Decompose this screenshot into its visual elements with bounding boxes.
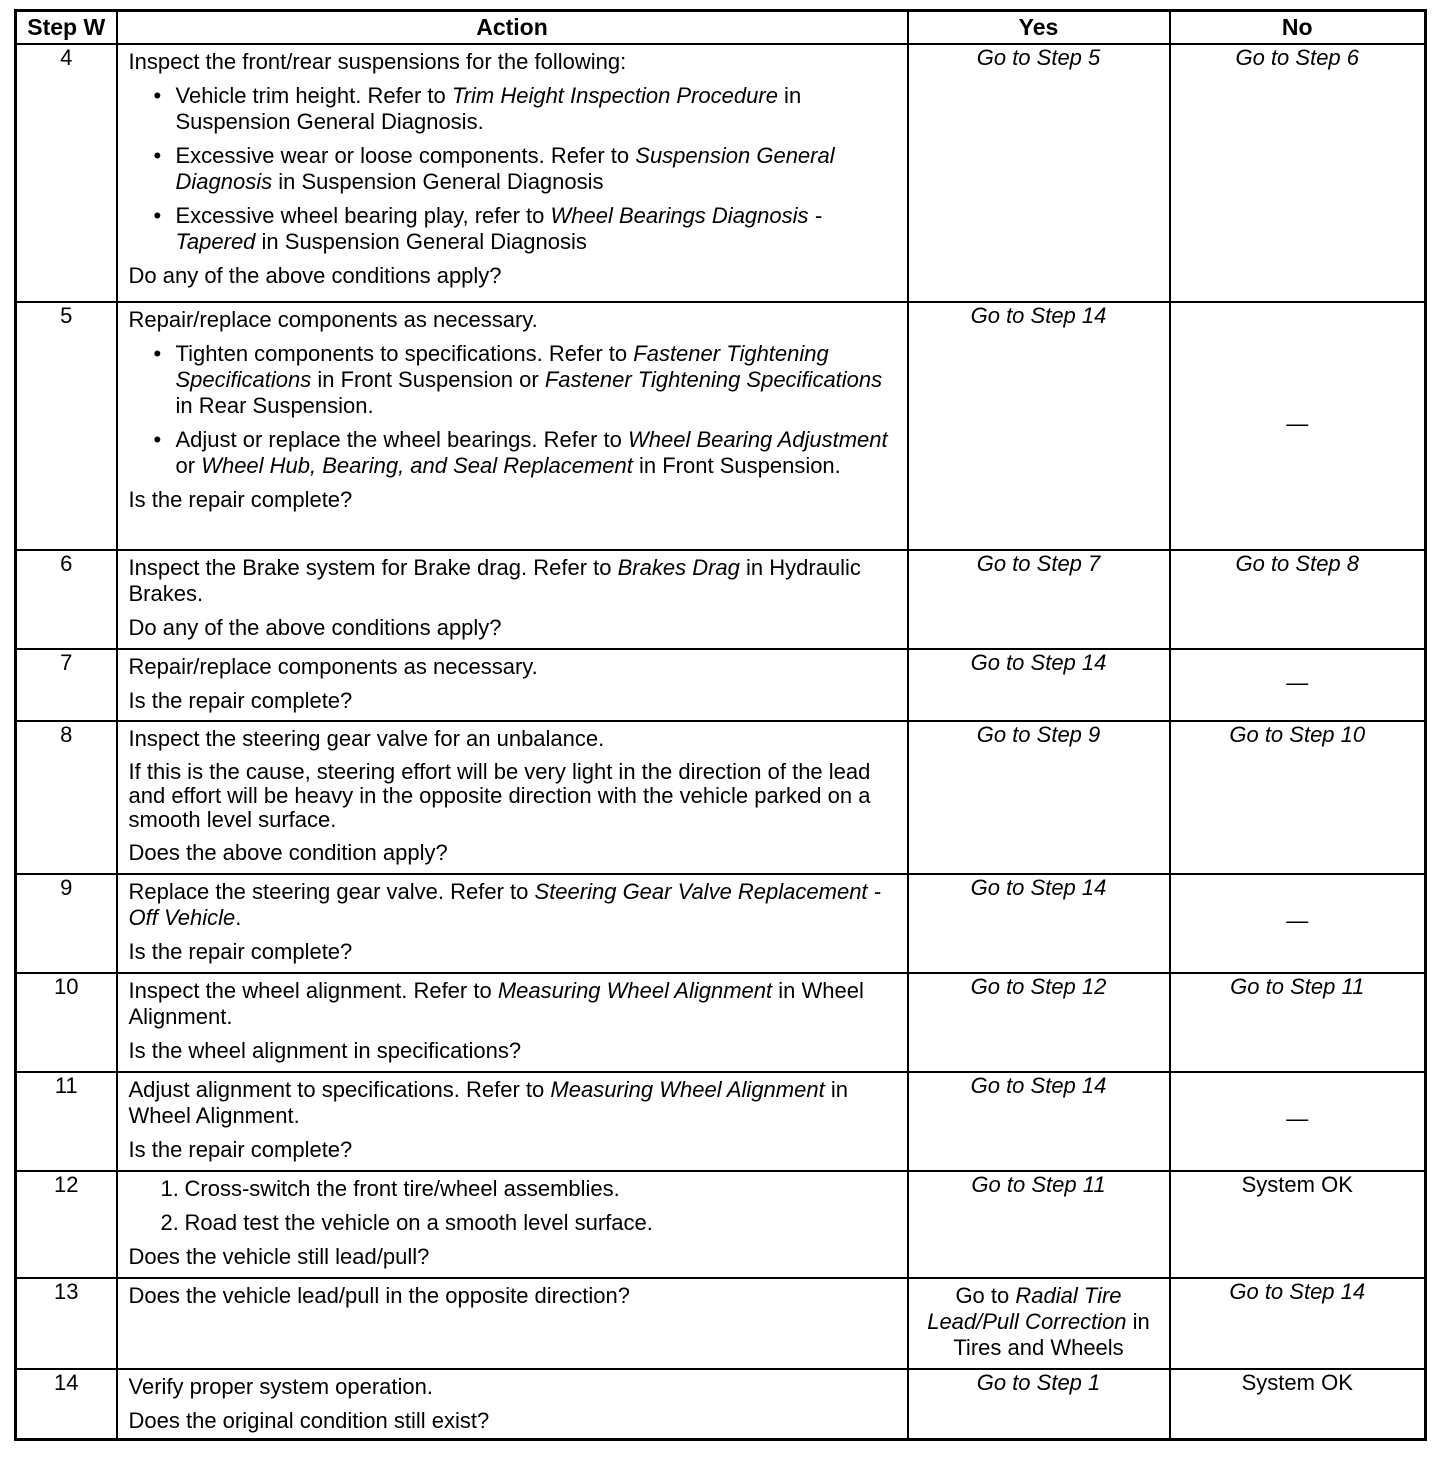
action-question: Do any of the above conditions apply? (128, 262, 502, 288)
yes-cell (908, 973, 1170, 1072)
action-text: Verify proper system operation. (128, 1373, 433, 1399)
yes-result: Go to Step 7 (976, 550, 1101, 576)
reference-link: Wheel Bearings Diagnosis - Tapered (175, 202, 822, 254)
text: Excessive wear or loose components. Refer to (175, 142, 636, 168)
yes-result: Go to Step 1 (976, 1369, 1101, 1395)
no-result: System OK (1241, 1171, 1353, 1197)
yes-cell (908, 1072, 1170, 1171)
action-cell (117, 302, 908, 550)
item-text: Cross-switch the front tire/wheel assemblies. (184, 1175, 620, 1201)
table-row-step-7 (16, 649, 1426, 721)
action-cell (117, 649, 908, 721)
text: in Suspension General Diagnosis (272, 168, 604, 194)
action-cell (117, 721, 908, 874)
step-number: 13 (16, 1278, 117, 1369)
text: . (235, 904, 242, 930)
item-text: Road test the vehicle on a smooth level surface. (184, 1209, 653, 1235)
table-row-step-5 (16, 302, 1426, 550)
table-row-step-9 (16, 874, 1426, 973)
table-row-step-8 (16, 721, 1426, 874)
no-result: Go to Step 14 (1229, 1278, 1366, 1304)
no-result: System OK (1241, 1369, 1353, 1395)
action-question: Is the repair complete? (128, 938, 353, 964)
dash: — (1286, 669, 1309, 695)
action-question: Does the above condition apply? (128, 839, 448, 865)
action-text (129, 879, 897, 931)
text: in Wheel Alignment. (128, 977, 864, 1029)
action-intro: Inspect the front/rear suspensions for the following: (128, 48, 627, 74)
action-question: Is the wheel alignment in specifications? (128, 1037, 522, 1063)
action-question: Does the vehicle still lead/pull? (128, 1243, 430, 1269)
action-cell (117, 550, 908, 649)
list-item (160, 1175, 897, 1202)
no-cell (1170, 1072, 1426, 1171)
action-cell (117, 1072, 908, 1171)
yes-result: Go to Step 14 (970, 302, 1107, 328)
yes-result: Go to Step 11 (971, 1171, 1106, 1197)
action-text: Inspect the steering gear valve for an unbalance. (128, 725, 605, 751)
table-header-row (16, 11, 1426, 44)
table-row-step-6 (16, 550, 1426, 649)
text: in Suspension General Diagnosis. (175, 82, 802, 134)
step-number: 10 (16, 973, 117, 1072)
yes-cell (908, 1278, 1170, 1369)
yes-result: Go to Step 14 (970, 874, 1107, 900)
header-action: Action (117, 11, 908, 44)
table-row-step-4 (16, 44, 1426, 302)
table-row-step-14 (16, 1369, 1426, 1440)
table-row-step-13 (16, 1278, 1426, 1369)
no-cell (1170, 302, 1426, 550)
action-question: Is the repair complete? (128, 486, 353, 512)
no-cell (1170, 721, 1426, 874)
no-result: Go to Step 8 (1235, 550, 1360, 576)
list-item (176, 341, 897, 419)
action-cell (117, 1369, 908, 1440)
action-text: Repair/replace components as necessary. (128, 653, 538, 679)
action-question: Does the vehicle lead/pull in the opposite direction? (128, 1282, 630, 1308)
reference-link: Measuring Wheel Alignment (550, 1076, 825, 1102)
action-cell (117, 44, 908, 302)
text: in Front Suspension. (632, 452, 841, 478)
no-cell (1170, 550, 1426, 649)
action-question: Is the repair complete? (128, 687, 353, 713)
text: Vehicle trim height. Refer to (175, 82, 452, 108)
text: or (175, 452, 202, 478)
bullet-list (129, 341, 897, 479)
yes-result-text: Go to (955, 1282, 1016, 1308)
no-cell (1170, 973, 1426, 1072)
reference-link: Steering Gear Valve Replacement - Off Vehicle (128, 878, 881, 930)
table-row-step-12 (16, 1171, 1426, 1278)
step-number: 6 (16, 550, 117, 649)
reference-link: Wheel Hub, Bearing, and Seal Replacement (201, 452, 633, 478)
no-cell (1170, 649, 1426, 721)
table-row-step-11 (16, 1072, 1426, 1171)
yes-cell (908, 874, 1170, 973)
text: in Wheel Alignment. (128, 1076, 848, 1128)
text: Excessive wheel bearing play, refer to (175, 202, 551, 228)
list-item (176, 83, 897, 135)
yes-result: Go to Step 12 (970, 973, 1107, 999)
text: Inspect the wheel alignment. Refer to (128, 977, 498, 1003)
yes-cell (908, 302, 1170, 550)
step-number: 11 (16, 1072, 117, 1171)
reference-link: Suspension General Diagnosis (175, 142, 835, 194)
text: in Front Suspension or (311, 366, 545, 392)
no-result: Go to Step 11 (1230, 973, 1365, 999)
step-number: 14 (16, 1369, 117, 1440)
action-cell (117, 1171, 908, 1278)
step-number: 8 (16, 721, 117, 874)
yes-result: Go to Step 14 (970, 1072, 1107, 1098)
header-step: Step W (16, 11, 117, 44)
action-question: Is the repair complete? (128, 1136, 353, 1162)
reference-link: Brakes Drag (617, 554, 740, 580)
table-row-step-10 (16, 973, 1426, 1072)
list-item (176, 427, 897, 479)
yes-cell (908, 1171, 1170, 1278)
dash: — (1286, 1106, 1309, 1131)
bullet-list (129, 83, 897, 255)
diagnostic-table (14, 9, 1427, 1441)
action-cell (117, 973, 908, 1072)
action-text (129, 1077, 897, 1129)
action-cell (117, 1278, 908, 1369)
reference-link: Radial Tire Lead/Pull Correction (927, 1282, 1127, 1334)
header-no: No (1170, 11, 1426, 44)
step-number: 4 (16, 44, 117, 302)
yes-result-text: in Tires and Wheels (953, 1308, 1150, 1360)
action-cell (117, 874, 908, 973)
yes-cell (908, 721, 1170, 874)
yes-result: Go to Step 9 (976, 721, 1101, 747)
step-number: 5 (16, 302, 117, 550)
action-text: If this is the cause, steering effort will be very light in the direction of the lead and effort will be heavy in the opposite direction with the vehicle parked on a smooth level surface. (128, 758, 871, 832)
reference-link: Measuring Wheel Alignment (497, 977, 773, 1003)
numbered-list (129, 1176, 897, 1236)
reference-link: Trim Height Inspection Procedure (451, 82, 778, 108)
yes-cell (908, 550, 1170, 649)
text: in Suspension General Diagnosis (255, 228, 587, 254)
list-item (176, 143, 897, 195)
step-number: 12 (16, 1171, 117, 1278)
reference-link: Fastener Tightening Specifications (175, 340, 829, 392)
text: Tighten components to specifications. Refer to (175, 340, 634, 366)
text: in Rear Suspension. (175, 392, 374, 418)
action-text (129, 978, 897, 1030)
no-cell (1170, 1171, 1426, 1278)
no-cell (1170, 1369, 1426, 1440)
text: Inspect the Brake system for Brake drag. Refer to (128, 554, 618, 580)
yes-result: Go to Step 5 (976, 44, 1101, 70)
no-cell (1170, 1278, 1426, 1369)
reference-link: Wheel Bearing Adjustment (627, 426, 888, 452)
dash: — (1286, 410, 1309, 436)
step-number: 9 (16, 874, 117, 973)
step-number: 7 (16, 649, 117, 721)
no-result: Go to Step 6 (1235, 44, 1360, 70)
no-cell (1170, 44, 1426, 302)
action-text (129, 555, 897, 607)
item-number: 2. (160, 1209, 179, 1235)
text: in Hydraulic Brakes. (128, 554, 861, 606)
list-item (176, 203, 897, 255)
text: Replace the steering gear valve. Refer to (128, 878, 535, 904)
action-question: Does the original condition still exist? (128, 1407, 490, 1433)
yes-cell (908, 1369, 1170, 1440)
text: Adjust alignment to specifications. Refer to (128, 1076, 551, 1102)
yes-cell (908, 44, 1170, 302)
action-question: Do any of the above conditions apply? (128, 614, 502, 640)
item-number: 1. (160, 1175, 179, 1201)
dash: — (1286, 908, 1309, 933)
yes-cell (908, 649, 1170, 721)
yes-result: Go to Step 14 (970, 649, 1107, 675)
no-result: Go to Step 10 (1229, 721, 1366, 747)
no-cell (1170, 874, 1426, 973)
reference-link: Fastener Tightening Specifications (544, 366, 883, 392)
text: Adjust or replace the wheel bearings. Refer to (175, 426, 628, 452)
header-yes: Yes (908, 11, 1170, 44)
action-intro: Repair/replace components as necessary. (128, 306, 538, 332)
list-item (160, 1209, 897, 1236)
